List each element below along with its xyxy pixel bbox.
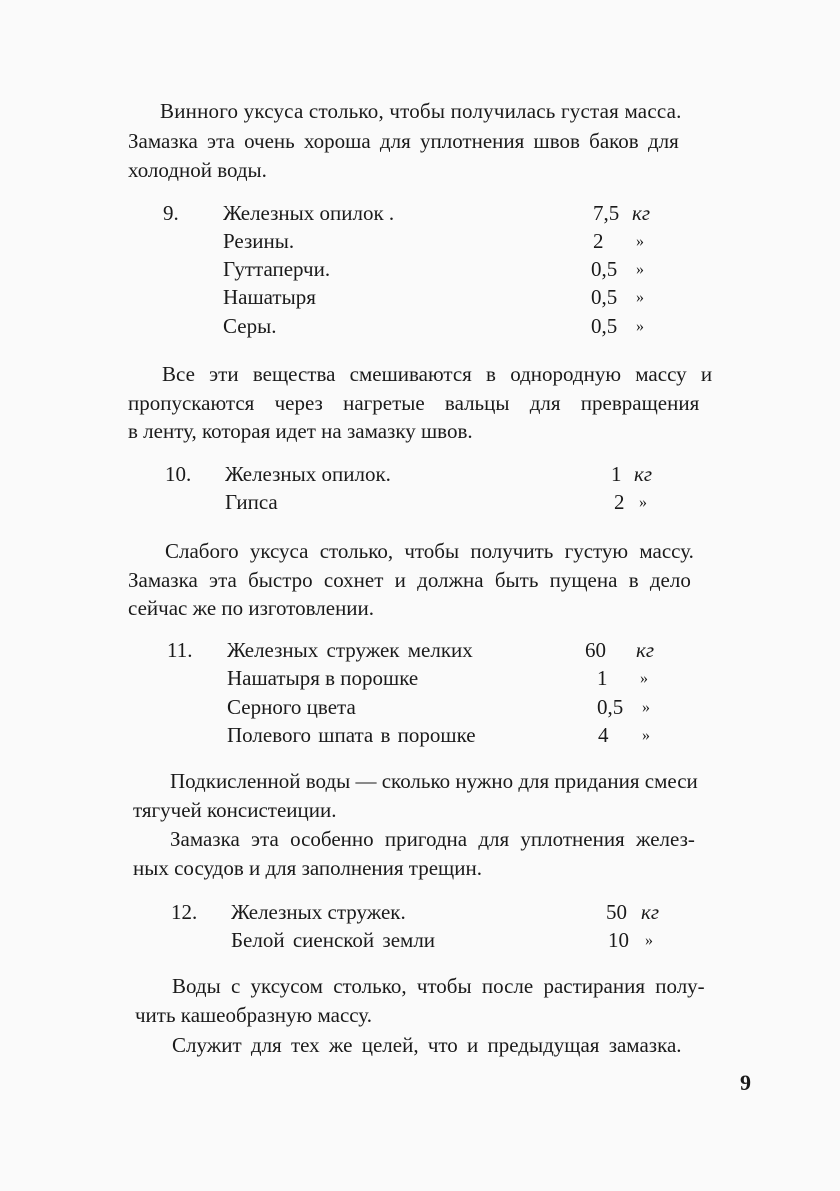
- ditto-mark: »: [636, 318, 644, 335]
- ingredient-name: Железных стружек.: [231, 900, 406, 924]
- ingredient-unit: кг: [632, 201, 651, 225]
- ditto-mark: »: [640, 670, 648, 687]
- recipe-number: 9.: [163, 201, 179, 225]
- ingredient-qty: 0,5: [597, 695, 624, 719]
- paragraph-line: в ленту, которая идет на замазку швов.: [128, 419, 473, 443]
- ingredient-qty: 2: [614, 490, 625, 514]
- paragraph-line: пропускаются через нагретые вальцы для превращения: [128, 391, 700, 415]
- paragraph-line: чить кашеобразную массу.: [135, 1003, 372, 1027]
- ingredient-qty: 7,5: [593, 201, 620, 225]
- ingredient-unit: кг: [634, 462, 653, 486]
- paragraph-line: Замазка эта особенно пригодна для уплотнения желез-: [170, 827, 695, 851]
- ingredient-qty: 1: [597, 666, 608, 690]
- ditto-mark: »: [639, 494, 647, 511]
- ditto-mark: »: [642, 699, 650, 716]
- page-number: 9: [740, 1070, 751, 1095]
- ingredient-name: Нашатыря: [223, 285, 316, 309]
- ingredient-qty: 4: [598, 723, 609, 747]
- ingredient-name: Железных опилок .: [223, 201, 395, 225]
- ditto-mark: »: [636, 261, 644, 278]
- ingredient-qty: 0,5: [591, 314, 618, 338]
- ingredient-qty: 10: [608, 928, 629, 952]
- ingredient-name: Железных стружек мелких: [227, 638, 473, 662]
- paragraph-line: Все эти вещества смешиваются в однородную массу и: [162, 362, 713, 386]
- recipe-number: 12.: [171, 900, 198, 924]
- ingredient-qty: 2: [593, 229, 604, 253]
- ingredient-unit: кг: [636, 638, 655, 662]
- ingredient-qty: 60: [585, 638, 606, 662]
- ingredient-name: Полевого шпата в порошке: [227, 723, 476, 747]
- ingredient-name: Серного цвета: [227, 695, 356, 719]
- ingredient-qty: 1: [611, 462, 622, 486]
- paragraph-line: Воды с уксусом столько, чтобы после растирания полу-: [172, 974, 705, 998]
- ingredient-name: Гипса: [225, 490, 278, 514]
- ditto-mark: »: [642, 727, 650, 744]
- ingredient-name: Серы.: [223, 314, 277, 338]
- ditto-mark: »: [636, 289, 644, 306]
- paragraph-line: Слабого уксуса столько, чтобы получить густую массу.: [165, 539, 694, 563]
- ingredient-name: Гуттаперчи.: [223, 257, 331, 281]
- ingredient-qty: 0,5: [591, 285, 618, 309]
- recipe-number: 11.: [167, 638, 193, 662]
- paragraph-line: холодной воды.: [128, 158, 267, 182]
- ingredient-name: Нашатыря в порошке: [227, 666, 419, 690]
- paragraph-line: Подкисленной воды — сколько нужно для придания смеси: [170, 769, 698, 793]
- ingredient-unit: кг: [641, 900, 660, 924]
- ingredient-name: Железных опилок.: [225, 462, 391, 486]
- paragraph-line: ных сосудов и для заполнения трещин.: [133, 856, 482, 880]
- ditto-mark: »: [636, 233, 644, 250]
- paragraph-line: тягучей консистеиции.: [133, 798, 337, 822]
- paragraph-line: Замазка эта очень хороша для уплотнения швов баков для: [128, 129, 679, 153]
- ingredient-name: Резины.: [223, 229, 295, 253]
- ingredient-qty: 50: [606, 900, 627, 924]
- paragraph-line: Винного уксуса столько, чтобы получилась густая масса.: [160, 99, 682, 123]
- ingredient-qty: 0,5: [591, 257, 618, 281]
- ditto-mark: »: [645, 932, 653, 949]
- paragraph-line: Служит для тех же целей, что и предыдущая замазка.: [172, 1033, 682, 1057]
- paragraph-line: Замазка эта быстро сохнет и должна быть пущена в дело: [128, 568, 691, 592]
- ingredient-name: Белой сиенской земли: [231, 928, 436, 952]
- recipe-number: 10.: [165, 462, 192, 486]
- paragraph-line: сейчас же по изготовлении.: [128, 596, 375, 620]
